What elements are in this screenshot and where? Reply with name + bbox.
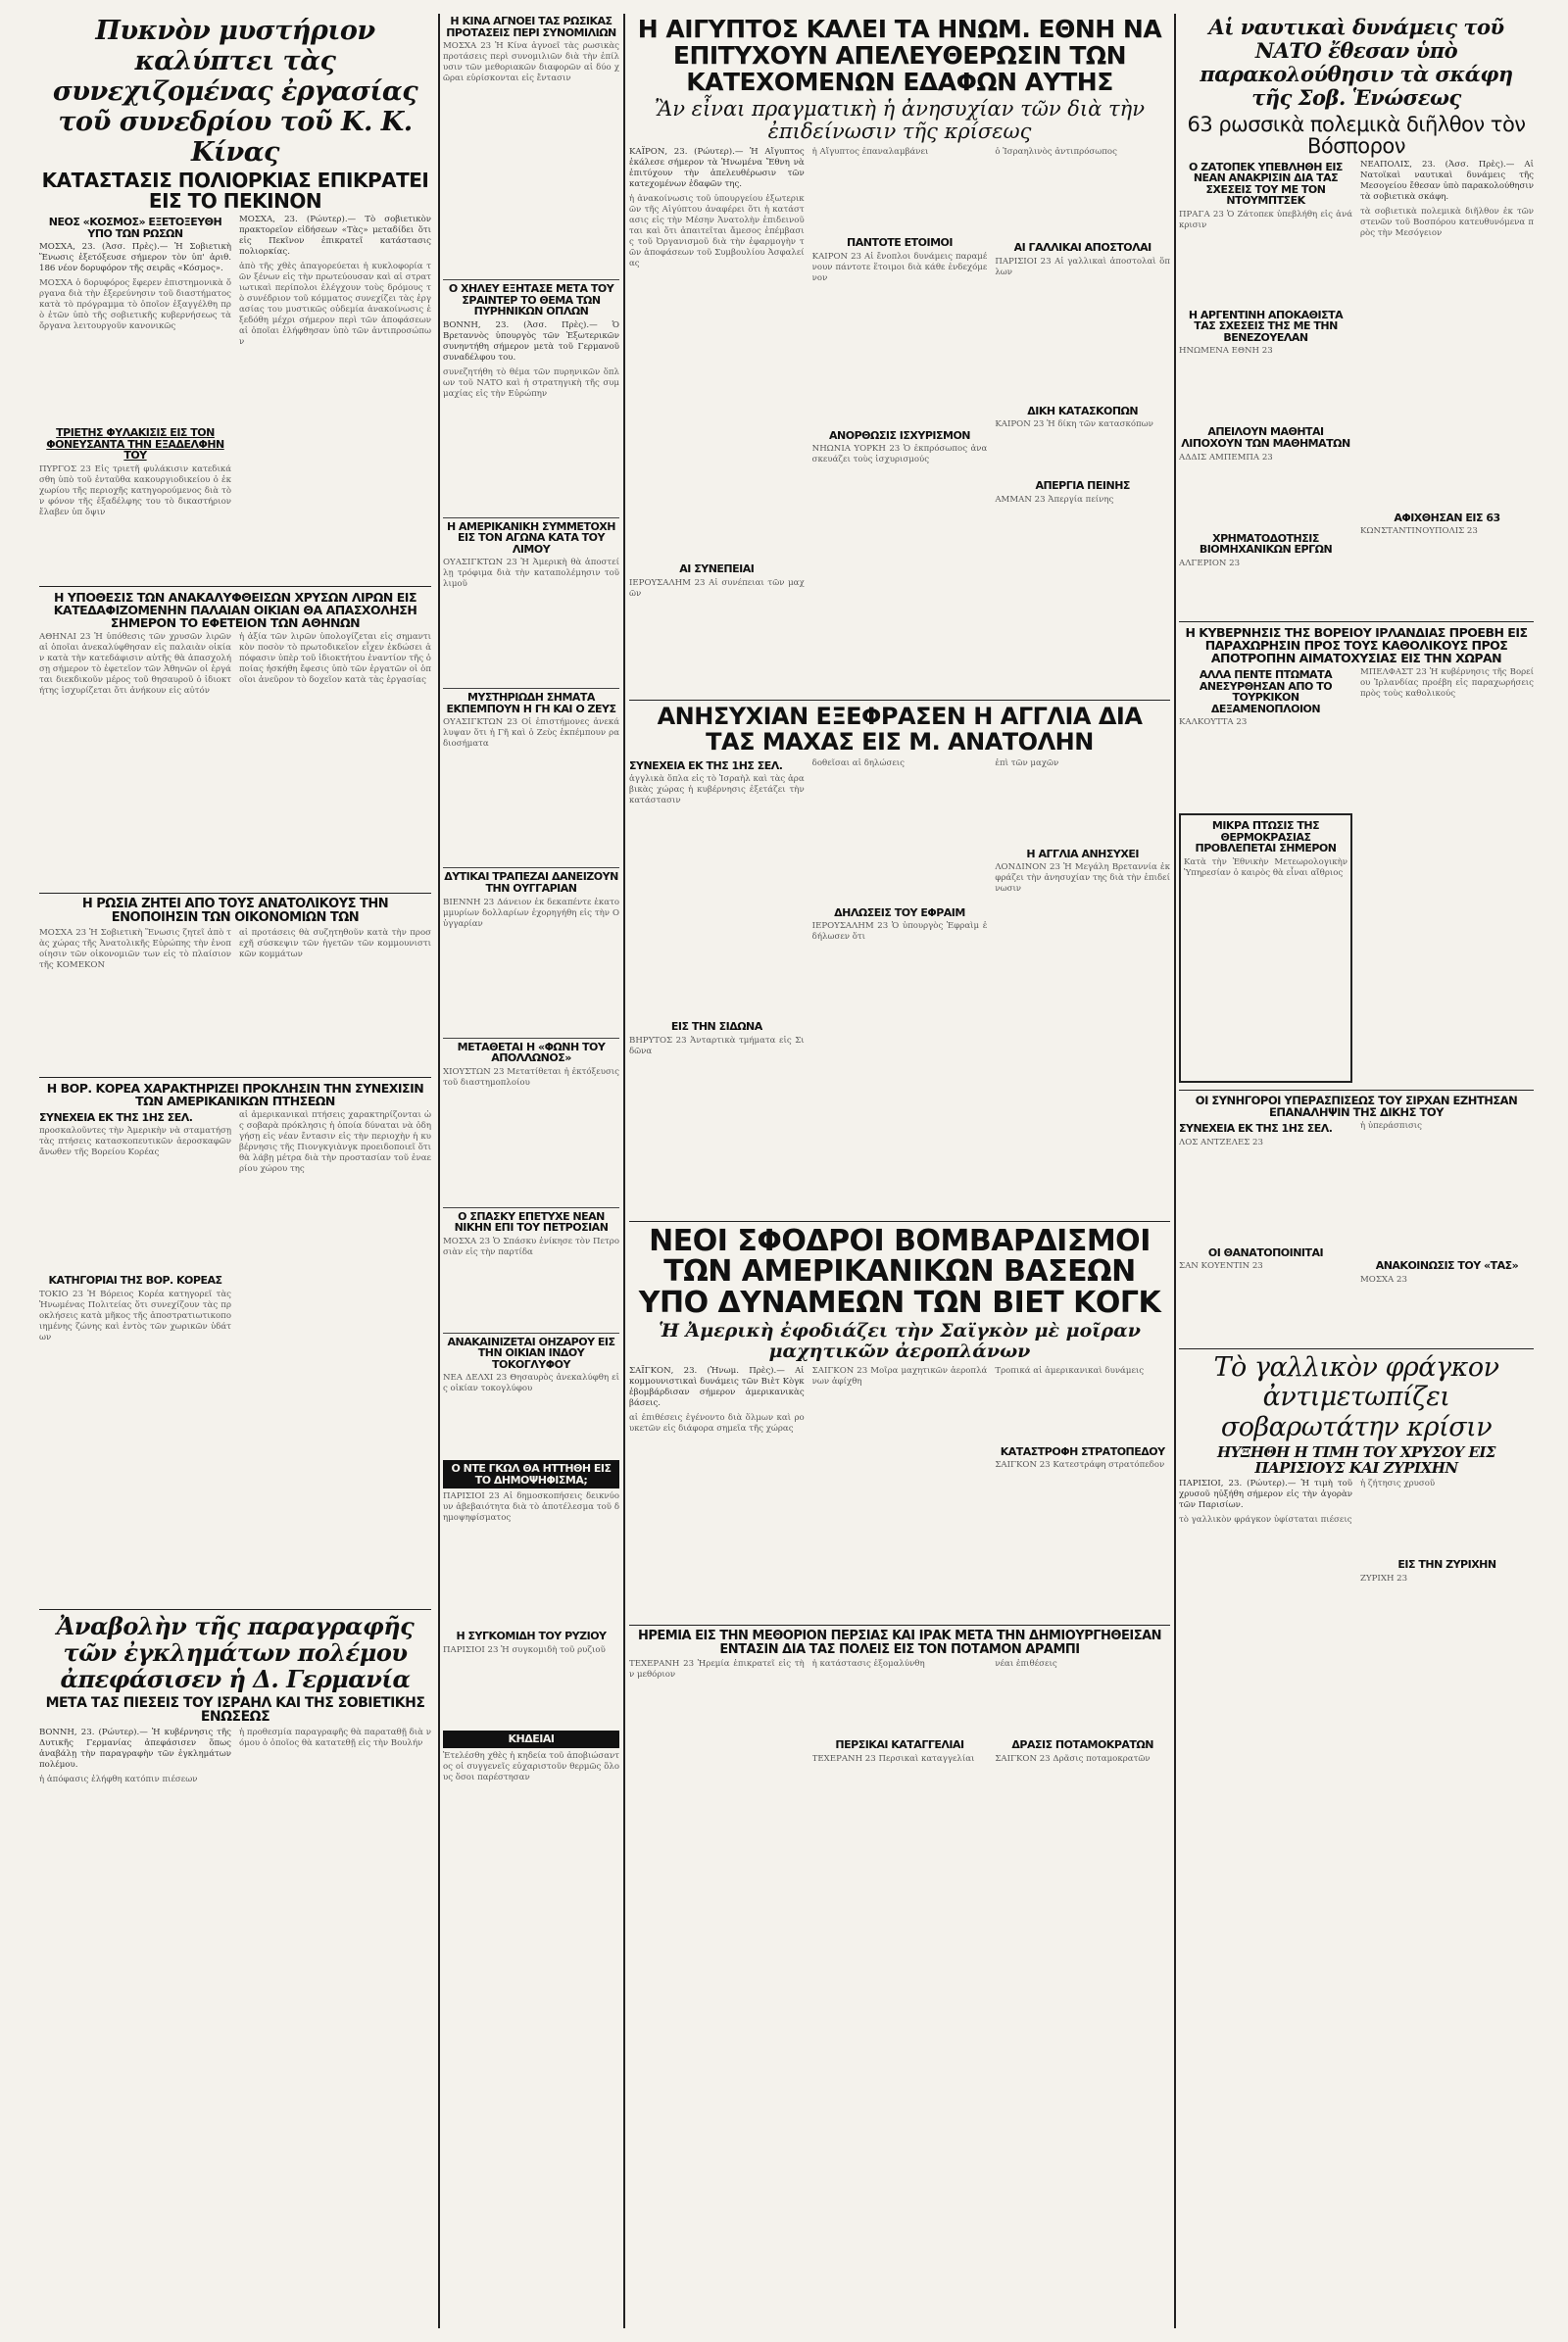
article-text-block: ΠΥΡΓΟΣ 23 Εἰς τριετῆ φυλάκισιν κατεδικάσθη ὑπὸ τοῦ ἐνταῦθα κακουργιοδικείου ὁ ἐκ χωρίου τῆς περιοχῆς κατηγορούμενος διὰ τὸν φόνον τῆς ἐξαδέλφης του τὸ δικαστήριον ἔλαβεν ὑπ ὄψιν [39, 464, 231, 517]
article-text-block: προσκαλοῦντες τὴν Ἀμερικὴν νὰ σταματήσῃ τὰς πτήσεις κατασκοπευτικῶν ἀεροσκαφῶν ἄνωθεν τῆς Βορείου Κορέας [39, 1126, 231, 1158]
headline-china-russia: Η ΚΙΝΑ ΑΓΝΟΕΙ ΤΑΣ ΡΩΣΙΚΑΣ ΠΡΟΤΑΣΕΙΣ ΠΕΡΙ ΣΥΝΟΜΙΛΙΩΝ [446, 15, 616, 39]
subheading: Η ΑΓΓΛΙΑ ΑΝΗΣΥΧΕΙ [1026, 847, 1139, 860]
headline-western-banks: ΔΥΤΙΚΑΙ ΤΡΑΠΕΖΑΙ ΔΑΝΕΙΖΟΥΝ ΤΗΝ ΟΥΓΓΑΡΙΑΝ [444, 870, 618, 896]
article-text-block: ἡ κατάστασις ἐξομαλύνθη [811, 1659, 925, 1670]
article-text-block: ΜΟΣΧΑ ὁ δορυφόρος ἔφερεν ἐπιστημονικὰ ὄργανα διὰ τὴν ἐξερεύνησιν τοῦ διαστήματος κατὰ τὸ πρόγραμμα τὸ ὁποῖον ἐξαγγέλθη πρὸ ἐτῶν ὑπὸ τῆς σοβιετικῆς κυβερνήσεως τὰ ὄργανα λειτουργοῦν κανονικῶς [39, 278, 231, 332]
headline-russia-economies: Η ΡΩΣΙΑ ΖΗΤΕΙ ΑΠΟ ΤΟΥΣ ΑΝΑΤΟΛΙΚΟΥΣ ΤΗΝ ΕΝΟΠΟΙΗΣΙΝ ΤΩΝ ΟΙΚΟΝΟΜΙΩΝ ΤΩΝ [81, 897, 389, 925]
article-text-block: ΑΛΓΕΡΙΟΝ 23 [1179, 558, 1241, 568]
subheading: ΑΙ ΓΑΛΛΙΚΑΙ ΑΠΟΣΤΟΛΑΙ [1013, 241, 1152, 255]
article-text-block: ΗΝΩΜΕΝΑ ΕΘΝΗ 23 [1179, 346, 1273, 357]
headline-zatopek: Ο ΖΑΤΟΠΕΚ ΥΠΕΒΛΗΘΗ ΕΙΣ ΝΕΑΝ ΑΝΑΚΡΙΣΙΝ ΔΙΑ ΤΑΣ ΣΧΕΣΕΙΣ ΤΟΥ ΜΕ ΤΟΝ ΝΤΟΥΜΠΤΣΕΚ [1189, 160, 1343, 208]
article-text-block: ΤΟΚΙΟ 23 Ἡ Βόρειος Κορέα κατηγορεῖ τὰς Ἡνωμένας Πολιτείας ὅτι συνεχίζουν τὰς προκλήσεις κατὰ μῆκος τῆς ἀποστρατιωτικοποιημένης ζώνης καὶ ἐντὸς τῶν χωρικῶν ὑδάτων [39, 1289, 231, 1342]
subheadline-israel-soviet: ΜΕΤΑ ΤΑΣ ΠΙΕΣΕΙΣ ΤΟΥ ΙΣΡΑΗΛ ΚΑΙ ΤΗΣ ΣΟΒΙΕΤΙΚΗΣ ΕΝΩΣΕΩΣ [45, 1694, 425, 1726]
article-text: ΣΑΪΓΚΟΝ, 23. (Ἡνωμ. Πρὲς).— Αἱ κομμουνιστικαὶ δυνάμεις τῶν Βιὲτ Κὸγκ ἐβομβάρδισαν σήμερον ἀμερικανικὰς βάσεις. [629, 1365, 805, 1408]
article-text-block: ἀγγλικὰ ὅπλα εἰς τὸ Ἰσραὴλ καὶ τὰς ἀραβικὰς χώρας ἡ κυβέρνησις ἐξετάζει τὴν κατάστασιν [629, 774, 805, 806]
headline-weather: ΜΙΚΡΑ ΠΤΩΣΙΣ ΤΗΣ ΘΕΡΜΟΚΡΑΣΙΑΣ ΠΡΟΒΛΕΠΕΤΑΙ ΣΗΜΕΡΟΝ [1195, 819, 1337, 855]
subheading-funerals: ΚΗΔΕΙΑΙ [443, 1731, 619, 1748]
article-text-block: Ἐτελέσθη χθὲς ἡ κηδεία τοῦ ἀποβιώσαντος οἱ συγγενεῖς εὐχαριστοῦν θερμῶς ὅλους ὅσοι παρέστησαν [443, 1750, 619, 1782]
article-text-block: ΜΠΕΛΦΑΣΤ 23 Ἡ κυβέρνησις τῆς Βορείου Ἰρλανδίας προέβη εἰς παραχωρήσεις πρὸς τοὺς καθολικούς [1360, 667, 1534, 700]
article-text-block: ἡ ἀπόφασις ἐλήφθη κατόπιν πιέσεων [39, 1774, 198, 1784]
headline-treasure: ΑΝΑΚΑΙΝΙΖΕΤΑΙ ΟΗΖΑΡΟΥ ΕΙΣ ΤΗΝ ΟΙΚΙΑΝ ΙΝΔΟΥ ΤΟΚΟΓΛΥΦΟΥ [447, 1335, 615, 1371]
column-rule [623, 14, 625, 2328]
continuation-label: ΣΥΝΕΧΕΙΑ ΕΚ ΤΗΣ 1ΗΣ ΣΕΛ. [1179, 1122, 1333, 1135]
article-text-block: συνεζητήθη τὸ θέμα τῶν πυρηνικῶν ὅπλων τοῦ ΝΑΤΟ καὶ ἡ στρατηγικὴ τῆς συμμαχίας εἰς τὴν Εὐρώπην [443, 366, 619, 399]
article-text-block: ΑΜΜΑΝ 23 Ἀπεργία πείνης [995, 494, 1114, 505]
article-text-block: ΝΕΑ ΔΕΛΧΙ 23 Θησαυρὸς ἀνεκαλύφθη εἰς οἰκίαν τοκογλύφου [443, 1373, 619, 1394]
article-text-block: ΠΑΡΙΣΙΟΙ 23 Αἱ δημοσκοπήσεις δεικνύουν ἀβεβαιότητα διὰ τὸ ἀποτέλεσμα τοῦ δημοψηφίσματος [443, 1491, 619, 1524]
article-text-block: ἡ ἀξία τῶν λιρῶν ὑπολογίζεται εἰς σημαντικὸν ποσὸν τὸ πρωτοδικεῖον εἶχεν ἐκδώσει ἀπόφασιν ὑπὲρ τοῦ ἰδιοκτήτου ἐναντίον τῆς ὁποίας ἠσκήθη ἔφεσις ὑπὸ τῶν ἐργατῶν οἱ ὁποῖοι ἀνεῦρον τὸ δοχεῖον κατὰ τὰς ἐργασίας [239, 632, 431, 686]
column-3 [629, 14, 1170, 2328]
headline-argentina: Η ΑΡΓΕΝΤΙΝΗ ΑΠΟΚΑΘΙΣΤΑ ΤΑΣ ΣΧΕΣΕΙΣ ΤΗΣ ΜΕ ΤΗΝ ΒΕΝΕΖΟΥΕΛΑΝ [1188, 308, 1344, 344]
subheading: Η ΣΥΓΚΟΜΙΔΗ ΤΟΥ ΡΥΖΙΟΥ [456, 1630, 607, 1643]
headline-north-korea: Η ΒΟΡ. ΚΟΡΕΑ ΧΑΡΑΚΤΗΡΙΖΕΙ ΠΡΟΚΛΗΣΙΝ ΤΗΝ ΣΥΝΕΧΙΣΙΝ ΤΩΝ ΑΜΕΡΙΚΑΝΙΚΩΝ ΠΤΗΣΕΩΝ [46, 1080, 424, 1108]
headline-apollo: ΜΕΤΑΘΕΤΑΙ Η «ΦΩΝΗ ΤΟΥ ΑΠΟΛΛΩΝΟΣ» [457, 1040, 606, 1065]
subheading: ΔΗΛΩΣΕΙΣ ΤΟΥ ΕΦΡΑΙΜ [834, 905, 965, 919]
article-text-block: αἱ ἐπιθέσεις ἐγένοντο διὰ ὅλμων καὶ ρουκετῶν εἰς διάφορα σημεῖα τῆς χώρας [629, 1412, 805, 1434]
headline-sentence: ΤΡΙΕΤΗΣ ΦΥΛΑΚΙΣΙΣ ΕΙΣ ΤΟΝ ΦΟΝΕΥΣΑΝΤΑ ΤΗΝ ΕΞΑΔΕΛΦΗΝ ΤΟΥ [46, 426, 224, 463]
article-text-block: ΠΑΡΙΣΙΟΙ 23 Ἡ συγκομιδὴ τοῦ ρυζιοῦ [443, 1645, 606, 1656]
article-text-block: ἡ Αἴγυπτος ἐπαναλαμβάνει [811, 147, 929, 158]
article-text-block: ΚΑΪΡΟΝ 23 Ἡ δίκη τῶν κατασκόπων [995, 419, 1153, 430]
headline-de-gaulle: Ο ΝΤΕ ΓΚΩΛ ΘΑ ΗΤΤΗΘΗ ΕΙΣ ΤΟ ΔΗΜΟΨΗΦΙΣΜΑ; [443, 1460, 619, 1488]
subheading: ΚΑΤΗΓΟΡΙΑΙ ΤΗΣ ΒΟΡ. ΚΟΡΕΑΣ [48, 1274, 222, 1288]
article-text-block: ἀπὸ τῆς χθὲς ἀπαγορεύεται ἡ κυκλοφορία τῶν ξένων εἰς τὴν πρωτεύουσαν καὶ αἱ στρατιωτικαὶ περίπολοι ἐλέγχουν τοὺς δρόμους τὸ συνέδριον τοῦ κόμματος συνεχίζει τὰς ἐργασίας του μυστικῶς οὐδεμία ἀνακοίνωσις ἐξεδόθη μέχρι σήμερον περὶ τῶν ἀποφάσεων αἱ ὁποῖαι ἐλήφθησαν ὑπὸ τῶν ἀντιπροσώπων [239, 262, 431, 348]
article-text-block: ἐπὶ τῶν μαχῶν [995, 757, 1059, 768]
subheading: ΑΦΙΧΘΗΣΑΝ ΕΙΣ 63 [1394, 511, 1500, 524]
subheading: ΑΝΟΡΘΩΣΙΣ ΙΣΧΥΡΙΣΜΟΝ [829, 428, 971, 442]
article-text-block: ΚΑΛΚΟΥΤΤΑ 23 [1179, 717, 1248, 728]
article-text-block: ΚΑΪΡΟΝ 23 Αἱ ἔνοπλοι δυνάμεις παραμένουν πάντοτε ἕτοιμοι διὰ κάθε ἐνδεχόμενον [811, 251, 988, 283]
article-text-block: ΜΟΣΧΑ 23 Ἡ Κίνα ἀγνοεῖ τὰς ρωσικὰς προτάσεις περὶ συνομιλιῶν διὰ τὴν ἐπίλυσιν τῶν μεθοριακῶν διαφορῶν αἱ δύο χῶραι εὑρίσκονται εἰς ἔντασιν [443, 41, 619, 84]
article-text-block: ΑΔΔΙΣ ΑΜΠΕΜΠΑ 23 [1179, 452, 1273, 463]
article-text-block: ΑΘΗΝΑΙ 23 Ἡ ὑπόθεσις τῶν χρυσῶν λιρῶν αἱ ὁποῖαι ἀνεκαλύφθησαν εἰς παλαιὰν οἰκίαν κατὰ τὴν κατεδάφισιν αὐτῆς θὰ ἀπασχολήσῃ σήμερον τὸ ἐφετεῖον τῶν Ἀθηνῶν οἱ ἐργάται διεκδικοῦν μέρος τοῦ θησαυροῦ ὁ ἰδιοκτήτης ἰσχυρίζεται ὅτι ἀνήκουν εἰς αὐτόν [39, 632, 231, 697]
article-text-block: ΟΥΑΣΙΓΚΤΩΝ 23 Ἡ Ἀμερικὴ θὰ ἀποστείλῃ τρόφιμα διὰ τὴν καταπολέμησιν τοῦ λιμοῦ [443, 558, 619, 590]
article-text-block: Τροπικά αἱ ἀμερικανικαὶ δυνάμεις [995, 1365, 1145, 1376]
article-text-block: τὸ γαλλικὸν φράγκον ὑφίσταται πιέσεις [1179, 1515, 1352, 1526]
subheading: ΑΝΑΚΟΙΝΩΣΙΣ ΤΟΥ «ΤΑΣ» [1375, 1259, 1519, 1272]
article-text-block: ΝΗΩΝΙΑ ΥΟΡΚΗ 23 Ὁ ἐκπρόσωπος ἀνασκευάζει τοὺς ἰσχυρισμούς [811, 444, 988, 465]
article-text-block: ΣΑΪΓΚΟΝ 23 Μοῖρα μαχητικῶν ἀεροπλάνων ἀφίχθη [811, 1365, 988, 1387]
subheadline-bosporus: 63 ρωσσικὰ πολεμικὰ διῆλθον τὸν Βόσπορον [1187, 112, 1526, 158]
article-text-block: ΒΙΕΝΝΗ 23 Δάνειον ἐκ δεκαπέντε ἑκατομμυρίων δολλαρίων ἐχορηγήθη εἰς τὴν Οὐγγαρίαν [443, 897, 619, 929]
column-4 [1179, 14, 1534, 2328]
article-text: ΒΟΝΝΗ, 23. (Ρώυτερ).— Ἡ κυβέρνησις τῆς Δυτικῆς Γερμανίας ἀπεφάσισεν ὅπως ἀναβάλῃ τὴν παραγραφὴν τῶν ἐγκλημάτων πολέμου. [39, 1727, 231, 1770]
article-text-block: δοθεῖσαι αἱ δηλώσεις [811, 757, 905, 768]
headline-war-crimes: Ἀναβολὴν τῆς παραγραφῆς τῶν ἐγκλημάτων πολέμου ἀπεφάσισεν ἡ Δ. Γερμανία [56, 1611, 415, 1693]
article-text-block: ΠΑΡΙΣΙΟΙ 23 Αἱ γαλλικαὶ ἀποστολαὶ ὅπλων [995, 256, 1170, 277]
article-text-block: ΚΩΝΣΤΑΝΤΙΝΟΥΠΟΛΙΣ 23 [1360, 526, 1478, 537]
article-text-block: τὰ σοβιετικὰ πολεμικὰ διῆλθον ἐκ τῶν στενῶν τοῦ Βοσπόρου κατευθυνόμενα πρὸς τὴν Μεσόγειον [1360, 206, 1534, 238]
article-text-block: ΖΥΡΙΧΗ 23 [1360, 1573, 1408, 1584]
article-text-block: νέαι ἐπιθέσεις [995, 1659, 1057, 1670]
article-text-block: Κατὰ τὴν Ἐθνικὴν Μετεωρολογικὴν Ὑπηρεσίαν ὁ καιρὸς θὰ εἶναι αἴθριος [1184, 856, 1348, 878]
subheading: ΕΙΣ ΤΗΝ ΖΥΡΙΧΗΝ [1397, 1558, 1496, 1572]
headline-chinese-congress: Πυκνὸν μυστήριον καλύπτει τὰς συνεχιζομένας ἐργασίας τοῦ συνεδρίου τοῦ Κ. Κ. Κίνας [52, 16, 418, 169]
subheading: ΑΠΕΡΓΙΑ ΠΕΙΝΗΣ [1035, 479, 1130, 493]
headline-students: ΑΠΕΙΛΟΥΝ ΜΑΘΗΤΑΙ ΛΙΠΟΧΟΥΝ ΤΩΝ ΜΑΘΗΜΑΤΩΝ [1181, 425, 1350, 451]
dek-saigon: Ἡ Ἀμερικὴ ἐφοδιάζει τὴν Σαϊγκὸν μὲ μοῖραν μαχητικῶν ἀεροπλάνων [659, 1320, 1141, 1363]
article-text-block: ΙΕΡΟΥΣΑΛΗΜ 23 Αἱ συνέπειαι τῶν μαχῶν [629, 577, 805, 599]
article-text-block: ΟΥΑΣΙΓΚΤΩΝ 23 Οἱ ἐπιστήμονες ἀνεκάλυψαν ὅτι ἡ Γῆ καὶ ὁ Ζεὺς ἐκπέμπουν ραδιοσήματα [443, 717, 619, 750]
headline-tanker: ΑΛΛΑ ΠΕΝΤΕ ΠΤΩΜΑΤΑ ΑΝΕΣΥΡΘΗΣΑΝ ΑΠΟ ΤΟ ΤΟΥΡΚΙΚΟΝ ΔΕΞΑΜΕΝΟΠΛΟΙΟΝ [1199, 668, 1333, 715]
subheading: ΔΡΑΣΙΣ ΠΟΤΑΜΟΚΡΑΤΩΝ [1011, 1738, 1153, 1752]
article-text: ΜΟΣΧΑ, 23. (Ρώυτερ).— Τὸ σοβιετικὸν πρακτορεῖον εἰδήσεων «Τὰς» μεταδίδει ὅτι εἰς Πεκῖνον ἐπικρατεῖ κατάστασις πολιορκίας. [239, 215, 431, 258]
column-1 [39, 14, 431, 2328]
subheading: ΑΙ ΣΥΝΕΠΕΙΑΙ [679, 562, 755, 576]
headline-nato-navy: Αἱ ναυτικαὶ δυνάμεις τοῦ ΝΑΤΟ ἔθεσαν ὑπὸ παρακολούθησιν τὰ σκάφη τῆς Σοβ. Ἑνώσεως [1200, 15, 1513, 111]
article-text-block: ΧΙΟΥΣΤΩΝ 23 Μετατίθεται ἡ ἐκτόξευσις τοῦ διαστημοπλοίου [443, 1066, 619, 1088]
article-text-block: ΣΑΪΓΚΟΝ 23 Κατεστράφη στρατόπεδον [995, 1460, 1165, 1471]
headline-egypt-un: Η ΑΙΓΥΠΤΟΣ ΚΑΛΕΙ ΤΑ ΗΝΩΜ. ΕΘΝΗ ΝΑ ΕΠΙΤΥΧΟΥΝ ΑΠΕΛΕΥΘΕΡΩΣΙΝ ΤΩΝ ΚΑΤΕΧΟΜΕΝΩΝ ΕΔΑΦΩΝ ΑΥΤΗΣ [637, 15, 1162, 96]
article-text-block: ΛΟΣ ΑΝΤΖΕΛΕΣ 23 [1179, 1137, 1263, 1147]
dek-egypt: Ἂν εἶναι πραγματικὴ ἡ ἀνησυχίαν τῶν διὰ τὴν ἐπιδείνωσιν τῆς κρίσεως [655, 97, 1145, 144]
subheading: ΟΙ ΘΑΝΑΤΟΠΟΙΝΙΤΑΙ [1207, 1245, 1324, 1259]
article-text: ΒΟΝΝΗ, 23. (Ἀσσ. Πρὲς).— Ὁ Βρεταννὸς ὑπουργὸς τῶν Ἐξωτερικῶν συνηντήθη σήμερον μετὰ τοῦ Γερμανοῦ συναδέλφου του. [443, 319, 619, 363]
subheading: ΠΑΝΤΟΤΕ ΕΤΟΙΜΟΙ [847, 236, 953, 250]
article-text-block: ΠΡΑΓΑ 23 Ὁ Ζάτοπεκ ὑπεβλήθη εἰς ἀνάκρισιν [1179, 209, 1352, 230]
subheading: ΕΙΣ ΤΗΝ ΣΙΔΩΝΑ [670, 1020, 762, 1034]
continuation-label: ΣΥΝΕΧΕΙΑ ΕΚ ΤΗΣ 1ΗΣ ΣΕΛ. [39, 1110, 193, 1124]
headline-financing: ΧΡΗΜΑΤΟΔΟΤΗΣΙΣ ΒΙΟΜΗΧΑΝΙΚΩΝ ΕΡΓΩΝ [1199, 531, 1333, 557]
article-text-block: ΛΟΝΔΙΝΟΝ 23 Ἡ Μεγάλη Βρεταννία ἐκφράζει τὴν ἀνησυχίαν της διὰ τὴν ἐπιδείνωσιν [995, 862, 1170, 895]
column-rule [1174, 14, 1176, 2328]
headline-vietcong: ΝΕΟΙ ΣΦΟΔΡΟΙ ΒΟΜΒΑΡΔΙΣΜΟΙ ΤΩΝ ΑΜΕΡΙΚΑΝΙΚΩΝ ΒΑΣΕΩΝ ΥΠΟ ΔΥΝΑΜΕΩΝ ΤΩΝ ΒΙΕΤ ΚΟΓΚ [638, 1223, 1161, 1320]
article-text-block: ἡ προθεσμία παραγραφῆς θὰ παραταθῇ διὰ νόμου ὁ ὁποῖος θὰ κατατεθῇ εἰς τὴν Βουλήν [239, 1727, 431, 1748]
article-text-block: αἱ προτάσεις θὰ συζητηθοῦν κατὰ τὴν προσεχῆ σύσκεψιν τῶν ἡγετῶν τῶν κομμουνιστικῶν κομμάτων [239, 927, 431, 959]
headline-signals: ΜΥΣΤΗΡΙΩΔΗ ΣΗΜΑΤΑ ΕΚΠΕΜΠΟΥΝ Η ΓΗ ΚΑΙ Ο ΖΕΥΣ [446, 691, 616, 715]
subheading: ΠΕΡΣΙΚΑΙ ΚΑΤΑΓΓΕΛΙΑΙ [835, 1738, 964, 1752]
column-2 [443, 14, 619, 2328]
headline-persia-iraq: ΗΡΕΜΙΑ ΕΙΣ ΤΗΝ ΜΕΘΟΡΙΟΝ ΠΕΡΣΙΑΣ ΚΑΙ ΙΡΑΚ ΜΕΤΑ ΤΗΝ ΔΗΜΙΟΥΡΓΗΘΕΙΣΑΝ ΕΝΤΑΣΙΝ ΔΙΑ ΤΑΣ ΠΟΛΕΙΣ ΕΙΣ ΤΟΝ ΠΟΤΑΜΟΝ ΑΡΑΜΠΙ [637, 1628, 1162, 1657]
article-text-block: ΤΕΧΕΡΑΝΗ 23 Ἡρεμία ἐπικρατεῖ εἰς τὴν μεθόριον [629, 1659, 805, 1681]
article-text-block: ΜΟΣΧΑ 23 Ὁ Σπάσκυ ἐνίκησε τὸν Πετροσιὰν εἰς τὴν παρτίδα [443, 1236, 619, 1257]
column-rule [438, 14, 440, 2328]
article-text-block: ΒΗΡΥΤΟΣ 23 Ἀνταρτικὰ τμήματα εἰς Σιδῶνα [629, 1035, 805, 1056]
article-text-block: ὁ Ἰσραηλινὸς ἀντιπρόσωπος [995, 147, 1117, 158]
headline-healey: Ο ΧΗΛΕΥ ΕΞΗΤΑΣΕ ΜΕΤΑ ΤΟΥ ΣΡΑΙΝΤΕΡ ΤΟ ΘΕΜΑ ΤΩΝ ΠΥΡΗΝΙΚΩΝ ΟΠΛΩΝ [448, 282, 614, 318]
article-text: ΚΑΪΡΟΝ, 23. (Ρώυτερ).— Ἡ Αἴγυπτος ἐκάλεσε σήμερον τὰ Ἡνωμένα Ἔθνη νὰ ἐπιτύχουν τὴν ἀπελευθέρωσιν τῶν κατεχομένων ἐδαφῶν της. [629, 147, 805, 190]
article-text-block: ΙΕΡΟΥΣΑΛΗΜ 23 Ὁ ὑπουργὸς Ἐφραὶμ ἐδήλωσεν ὅτι [811, 921, 988, 943]
headline-sirhan: ΟΙ ΣΥΝΗΓΟΡΟΙ ΥΠΕΡΑΣΠΙΣΕΩΣ ΤΟΥ ΣΙΡΧΑΝ ΕΖΗΤΗΣΑΝ ΕΠΑΝΑΛΗΨΙΝ ΤΗΣ ΔΙΚΗΣ ΤΟΥ [1195, 1093, 1518, 1119]
article-text-block: ΣΑΝ ΚΟΥΕΝΤΙΝ 23 [1179, 1261, 1263, 1272]
article-text-block: ΤΕΧΕΡΑΝΗ 23 Περσικαὶ καταγγελίαι [811, 1753, 975, 1764]
subheadline-beijing-siege: ΚΑΤΑΣΤΑΣΙΣ ΠΟΛΙΟΡΚΙΑΣ ΕΠΙΚΡΑΤΕΙ ΕΙΣ ΤΟ ΠΕΚΙΝΟΝ [41, 169, 429, 214]
headline-gold-sovereigns: Η ΥΠΟΘΕΣΙΣ ΤΩΝ ΑΝΑΚΑΛΥΦΘΕΙΣΩΝ ΧΡΥΣΩΝ ΛΙΡΩΝ ΕΙΣ ΚΑΤΕΔΑΦΙΖΟΜΕΝΗΝ ΠΑΛΑΙΑΝ ΟΙΚΙΑΝ ΘΑ ΑΠΑΣΧΟΛΗΣΗ ΣΗΜΕΡΟΝ ΤΟ ΕΦΕΤΕΙΟΝ ΤΩΝ ΑΘΗΝΩΝ [53, 589, 417, 631]
headline-britain-concern: ΑΝΗΣΥΧΙΑΝ ΕΞΕΦΡΑΣΕΝ Η ΑΓΓΛΙΑ ΔΙΑ ΤΑΣ ΜΑΧΑΣ ΕΙΣ Μ. ΑΝΑΤΟΛΗΝ [657, 702, 1143, 756]
article-text-block: ΜΟΣΧΑ 23 Ἡ Σοβιετικὴ Ἕνωσις ζητεῖ ἀπὸ τὰς χώρας τῆς Ἀνατολικῆς Εὐρώπης τὴν ἐνοποίησιν τῶν οἰκονομιῶν των εἰς τὸ πλαίσιον τῆς ΚΟΜΕΚΟΝ [39, 927, 231, 970]
article-text-block: ΜΟΣΧΑ 23 [1360, 1274, 1407, 1285]
article-text-block: αἱ ἀμερικανικαὶ πτήσεις χαρακτηρίζονται ὡς σοβαρὰ πρόκλησις ἡ ὁποία δύναται νὰ ὁδηγήσῃ εἰς νέαν ἔντασιν εἰς τὴν περιοχὴν ἡ κυβέρνησις τῆς Πιονγκγιὰνγκ προειδοποιεῖ ὅτι θὰ λάβῃ μέτρα διὰ τὴν προστασίαν τοῦ ἐναερίου χώρου της [239, 1109, 431, 1174]
headline-northern-ireland: Η ΚΥΒΕΡΝΗΣΙΣ ΤΗΣ ΒΟΡΕΙΟΥ ΙΡΛΑΝΔΙΑΣ ΠΡΟΕΒΗ ΕΙΣ ΠΑΡΑΧΩΡΗΣΙΝ ΠΡΟΣ ΤΟΥΣ ΚΑΘΟΛΙΚΟΥΣ ΠΡΟΣ ΑΠΟΤΡΟΠΗΝ ΑΙΜΑΤΟΧΥΣΙΑΣ ΕΙΣ ΤΗΝ ΧΩΡΑΝ [1185, 624, 1528, 665]
headline-cosmos-satellite: ΝΕΟΣ «ΚΟΣΜΟΣ» ΕΞΕΤΟΞΕΥΘΗ ΥΠΟ ΤΩΝ ΡΩΣΩΝ [48, 216, 222, 240]
headline-chess: Ο ΣΠΑΣΚΥ ΕΠΕΤΥΧΕ ΝΕΑΝ ΝΙΚΗΝ ΕΠΙ ΤΟΥ ΠΕΤΡΟΣΙΑΝ [454, 1209, 609, 1235]
article-text-block: ἡ ζήτησις χρυσοῦ [1360, 1479, 1436, 1489]
subheading: ΚΑΤΑΣΤΡΟΦΗ ΣΤΡΑΤΟΠΕΔΟΥ [1000, 1444, 1165, 1458]
article-text-block: ἡ ἀνακοίνωσις τοῦ ὑπουργείου ἐξωτερικῶν τῆς Αἰγύπτου ἀναφέρει ὅτι ἡ κατάστασις εἰς τὴν Μέσην Ἀνατολὴν ἐπιδεινοῦται καὶ ὅτι ἀπαιτεῖται ἄμεσος ἐπέμβασις τοῦ Ὀργανισμοῦ διὰ τὴν ἐφαρμογὴν τῶν ἀποφάσεων τοῦ Συμβουλίου Ἀσφαλείας [629, 194, 805, 269]
subheadline-gold-price: ΗΥΞΗΘΗ Η ΤΙΜΗ ΤΟΥ ΧΡΥΣΟΥ ΕΙΣ ΠΑΡΙΣΙΟΥΣ ΚΑΙ ΖΥΡΙΧΗΝ [1216, 1442, 1496, 1477]
continuation-label: ΣΥΝΕΧΕΙΑ ΕΚ ΤΗΣ 1ΗΣ ΣΕΛ. [629, 758, 783, 772]
article-text: ΜΟΣΧΑ, 23. (Ἀσσ. Πρὲς).— Ἡ Σοβιετικὴ Ἕνωσις ἐξετόξευσε σήμερον τὸν ὑπ' ἀριθ. 186 νέον δορυφόρον τῆς σειρᾶς «Κόσμος». [39, 242, 231, 274]
article-text-block: ΣΑΪΓΚΟΝ 23 Δρᾶσις ποταμοκρατῶν [995, 1753, 1151, 1764]
headline-franc-crisis: Τὸ γαλλικὸν φράγκον ἀντιμετωπίζει σοβαρωτάτην κρίσιν [1213, 1352, 1499, 1442]
article-text: ΝΕΑΠΟΛΙΣ, 23. (Ἀσσ. Πρὲς).— Αἱ Νατοϊκαὶ ναυτικαὶ δυνάμεις τῆς Μεσογείου ἔθεσαν ὑπὸ παρακολούθησιν τὰ σοβιετικὰ σκάφη. [1360, 159, 1534, 202]
article-text: ΠΑΡΙΣΙΟΙ, 23. (Ρώυτερ).— Ἡ τιμὴ τοῦ χρυσοῦ ηὐξήθη σήμερον εἰς τὴν ἀγορὰν τῶν Παρισίων. [1179, 1479, 1352, 1511]
article-text-block: ἡ ὑπεράσπισις [1360, 1121, 1422, 1131]
headline-famine-aid: Η ΑΜΕΡΙΚΑΝΙΚΗ ΣΥΜΜΕΤΟΧΗ ΕΙΣ ΤΟΝ ΑΓΩΝΑ ΚΑΤΑ ΤΟΥ ΛΙΜΟΥ [447, 519, 615, 556]
subheading: ΔΙΚΗ ΚΑΤΑΣΚΟΠΩΝ [1027, 404, 1139, 417]
